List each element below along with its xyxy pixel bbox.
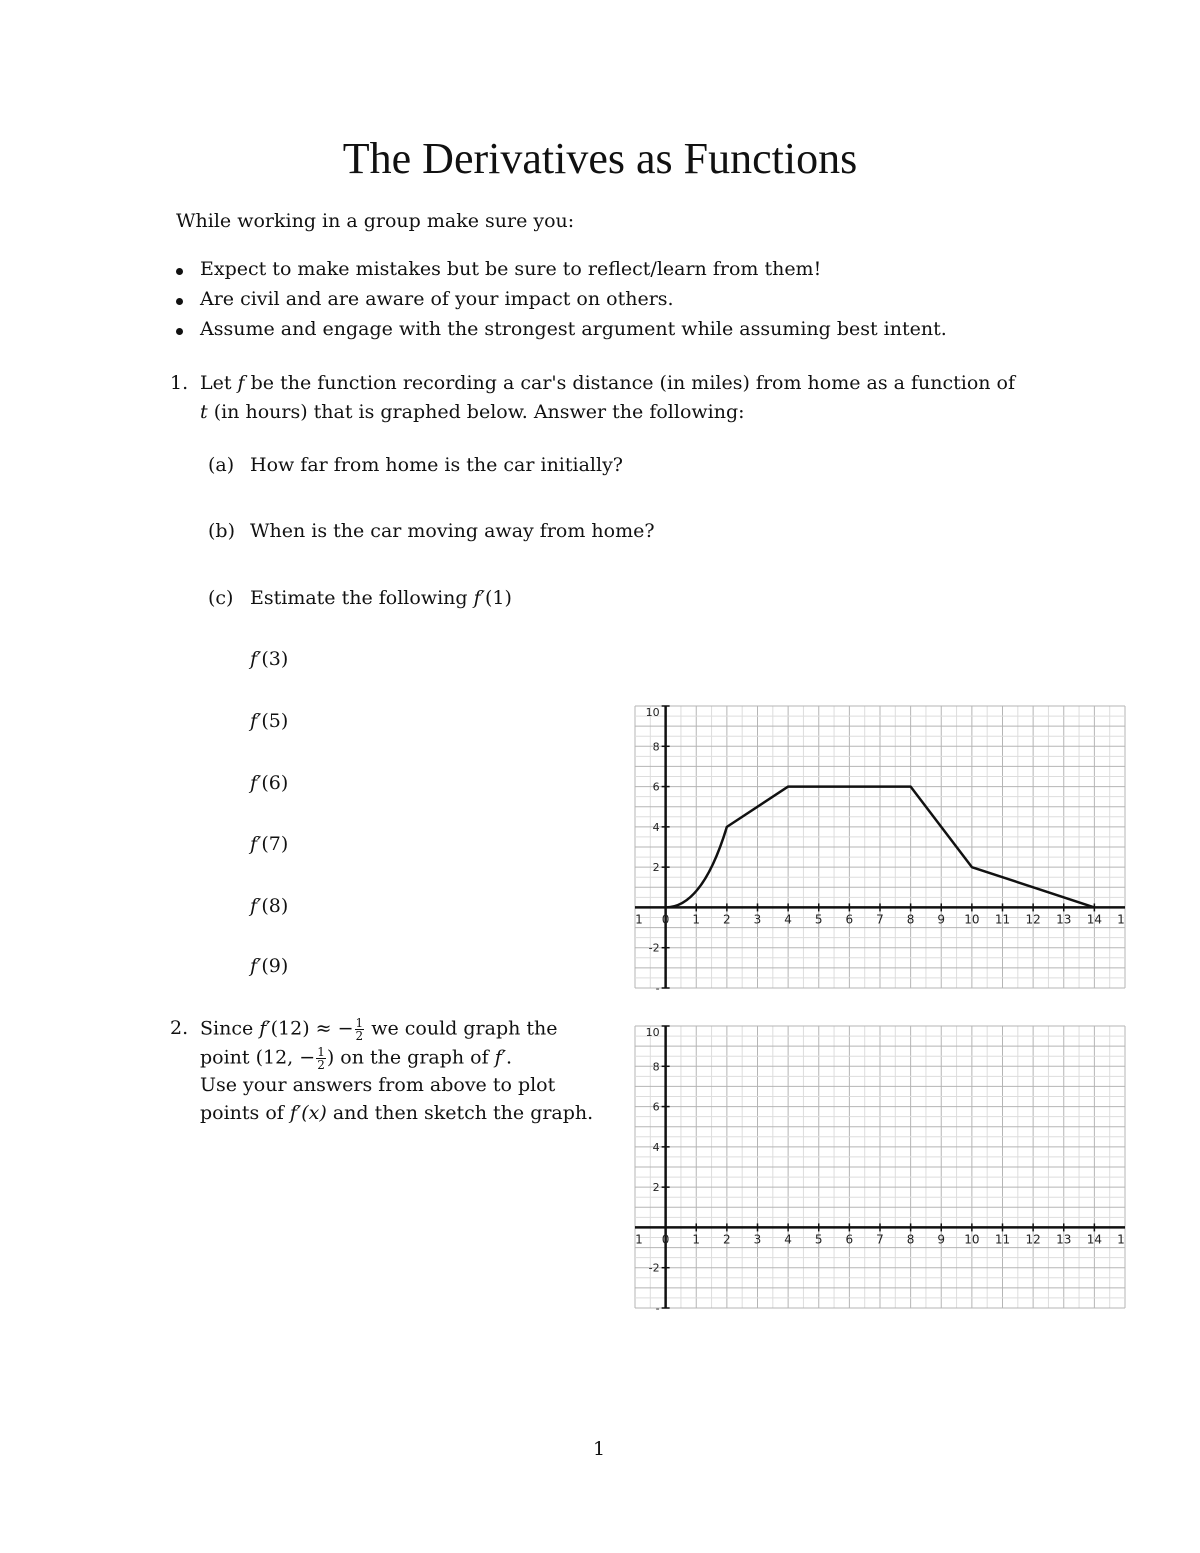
- bullet-dot: [176, 298, 183, 305]
- x-tick-label: 2: [723, 912, 731, 927]
- x-tick-label: 1: [1117, 1232, 1125, 1247]
- y-tick-label: -2: [648, 1261, 660, 1275]
- estimate-item: f′(8): [250, 895, 289, 917]
- x-tick-label: 10: [964, 912, 980, 927]
- x-tick-label: 7: [876, 1232, 884, 1247]
- question-1-number: 1.: [170, 372, 189, 394]
- y-tick-label: 8: [652, 1060, 660, 1074]
- distance-graph: [630, 700, 1130, 992]
- y-tick-label: 2: [652, 861, 660, 875]
- estimate-item: f′(6): [250, 772, 289, 794]
- estimate-item: f′(3): [250, 648, 289, 670]
- y-tick-label: 10: [645, 706, 660, 719]
- x-tick-label: 8: [906, 1232, 915, 1247]
- x-tick-label: 4: [784, 912, 792, 927]
- x-tick-label: 3: [753, 912, 762, 927]
- x-tick-label: 5: [814, 912, 823, 927]
- x-tick-label: 13: [1056, 1232, 1072, 1247]
- y-tick-label: -: [655, 982, 660, 992]
- x-tick-label: 6: [845, 912, 854, 927]
- x-tick-label: 0: [661, 1232, 670, 1247]
- x-tick-label: 2: [723, 1232, 731, 1247]
- question-1-line-2: t (in hours) that is graphed below. Answer the following:: [200, 401, 745, 423]
- x-tick-label: 0: [661, 912, 670, 927]
- question-2-line-1: Since f′(12) ≈ − $\frac{1}{2}$ we could graph the: [200, 1016, 558, 1043]
- y-tick-label: -2: [648, 941, 660, 955]
- bullet-item: Expect to make mistakes but be sure to reflect/learn from them!: [200, 258, 822, 280]
- y-tick-label: -: [655, 1302, 660, 1312]
- part-b-text: When is the car moving away from home?: [250, 520, 655, 542]
- x-tick-label: 11: [994, 912, 1011, 927]
- x-tick-label: 9: [937, 1232, 946, 1247]
- intro-text: While working in a group make sure you:: [176, 210, 575, 232]
- part-a-label: (a): [208, 454, 235, 476]
- y-tick-label: 6: [652, 1100, 660, 1114]
- x-tick-label: 7: [876, 912, 884, 927]
- estimate-item: f′(9): [250, 955, 289, 977]
- bullet-dot: [176, 268, 183, 275]
- x-tick-label: 1: [1117, 912, 1125, 927]
- x-tick-label: 4: [784, 1232, 792, 1247]
- question-2-line-4: points of f′(x) and then sketch the graph.: [200, 1102, 594, 1124]
- estimate-item: f′(5): [250, 710, 289, 732]
- y-tick-label: 2: [652, 1181, 660, 1195]
- y-tick-label: 6: [652, 780, 660, 794]
- bullet-item: Assume and engage with the strongest argument while assuming best intent.: [200, 318, 947, 340]
- x-tick-label: 5: [814, 1232, 823, 1247]
- page-title: The Derivatives as Functions: [342, 134, 858, 183]
- x-tick-label: 14: [1086, 1232, 1103, 1247]
- part-a-text: How far from home is the car initially?: [250, 454, 623, 476]
- y-tick-label: 4: [652, 820, 660, 834]
- x-tick-label: 13: [1056, 912, 1072, 927]
- x-tick-label: 10: [964, 1232, 980, 1247]
- x-tick-label: 12: [1025, 912, 1041, 927]
- page-number: 1: [593, 1438, 606, 1460]
- y-tick-label: 10: [645, 1026, 660, 1039]
- y-tick-label: 4: [652, 1140, 660, 1154]
- x-tick-label: 3: [753, 1232, 762, 1247]
- question-2-number: 2.: [170, 1017, 189, 1039]
- x-tick-label: 11: [994, 1232, 1011, 1247]
- x-tick-label: 12: [1025, 1232, 1041, 1247]
- x-tick-label: 1: [692, 912, 701, 927]
- bullet-dot: [176, 328, 183, 335]
- x-tick-label: 1: [635, 1232, 643, 1247]
- bullet-item: Are civil and are aware of your impact on others.: [200, 288, 674, 310]
- y-tick-label: 8: [652, 740, 660, 754]
- x-tick-label: 8: [906, 912, 915, 927]
- part-c-label: (c): [208, 587, 234, 609]
- x-tick-label: 6: [845, 1232, 854, 1247]
- estimate-item: f′(7): [250, 833, 289, 855]
- part-b-label: (b): [208, 520, 235, 542]
- x-tick-label: 1: [692, 1232, 701, 1247]
- question-2-line-2: point (12, − $\frac{1}{2}$ ) on the graph of f′.: [200, 1045, 513, 1072]
- part-c-text: Estimate the following f′(1): [250, 587, 512, 609]
- x-tick-label: 1: [635, 912, 643, 927]
- blank-derivative-graph: [630, 1020, 1130, 1312]
- x-tick-label: 9: [937, 912, 946, 927]
- question-1-line-1: Let f be the function recording a car's distance (in miles) from home as a function of: [200, 372, 1016, 394]
- question-2-line-3: Use your answers from above to plot: [200, 1074, 556, 1096]
- x-tick-label: 14: [1086, 912, 1103, 927]
